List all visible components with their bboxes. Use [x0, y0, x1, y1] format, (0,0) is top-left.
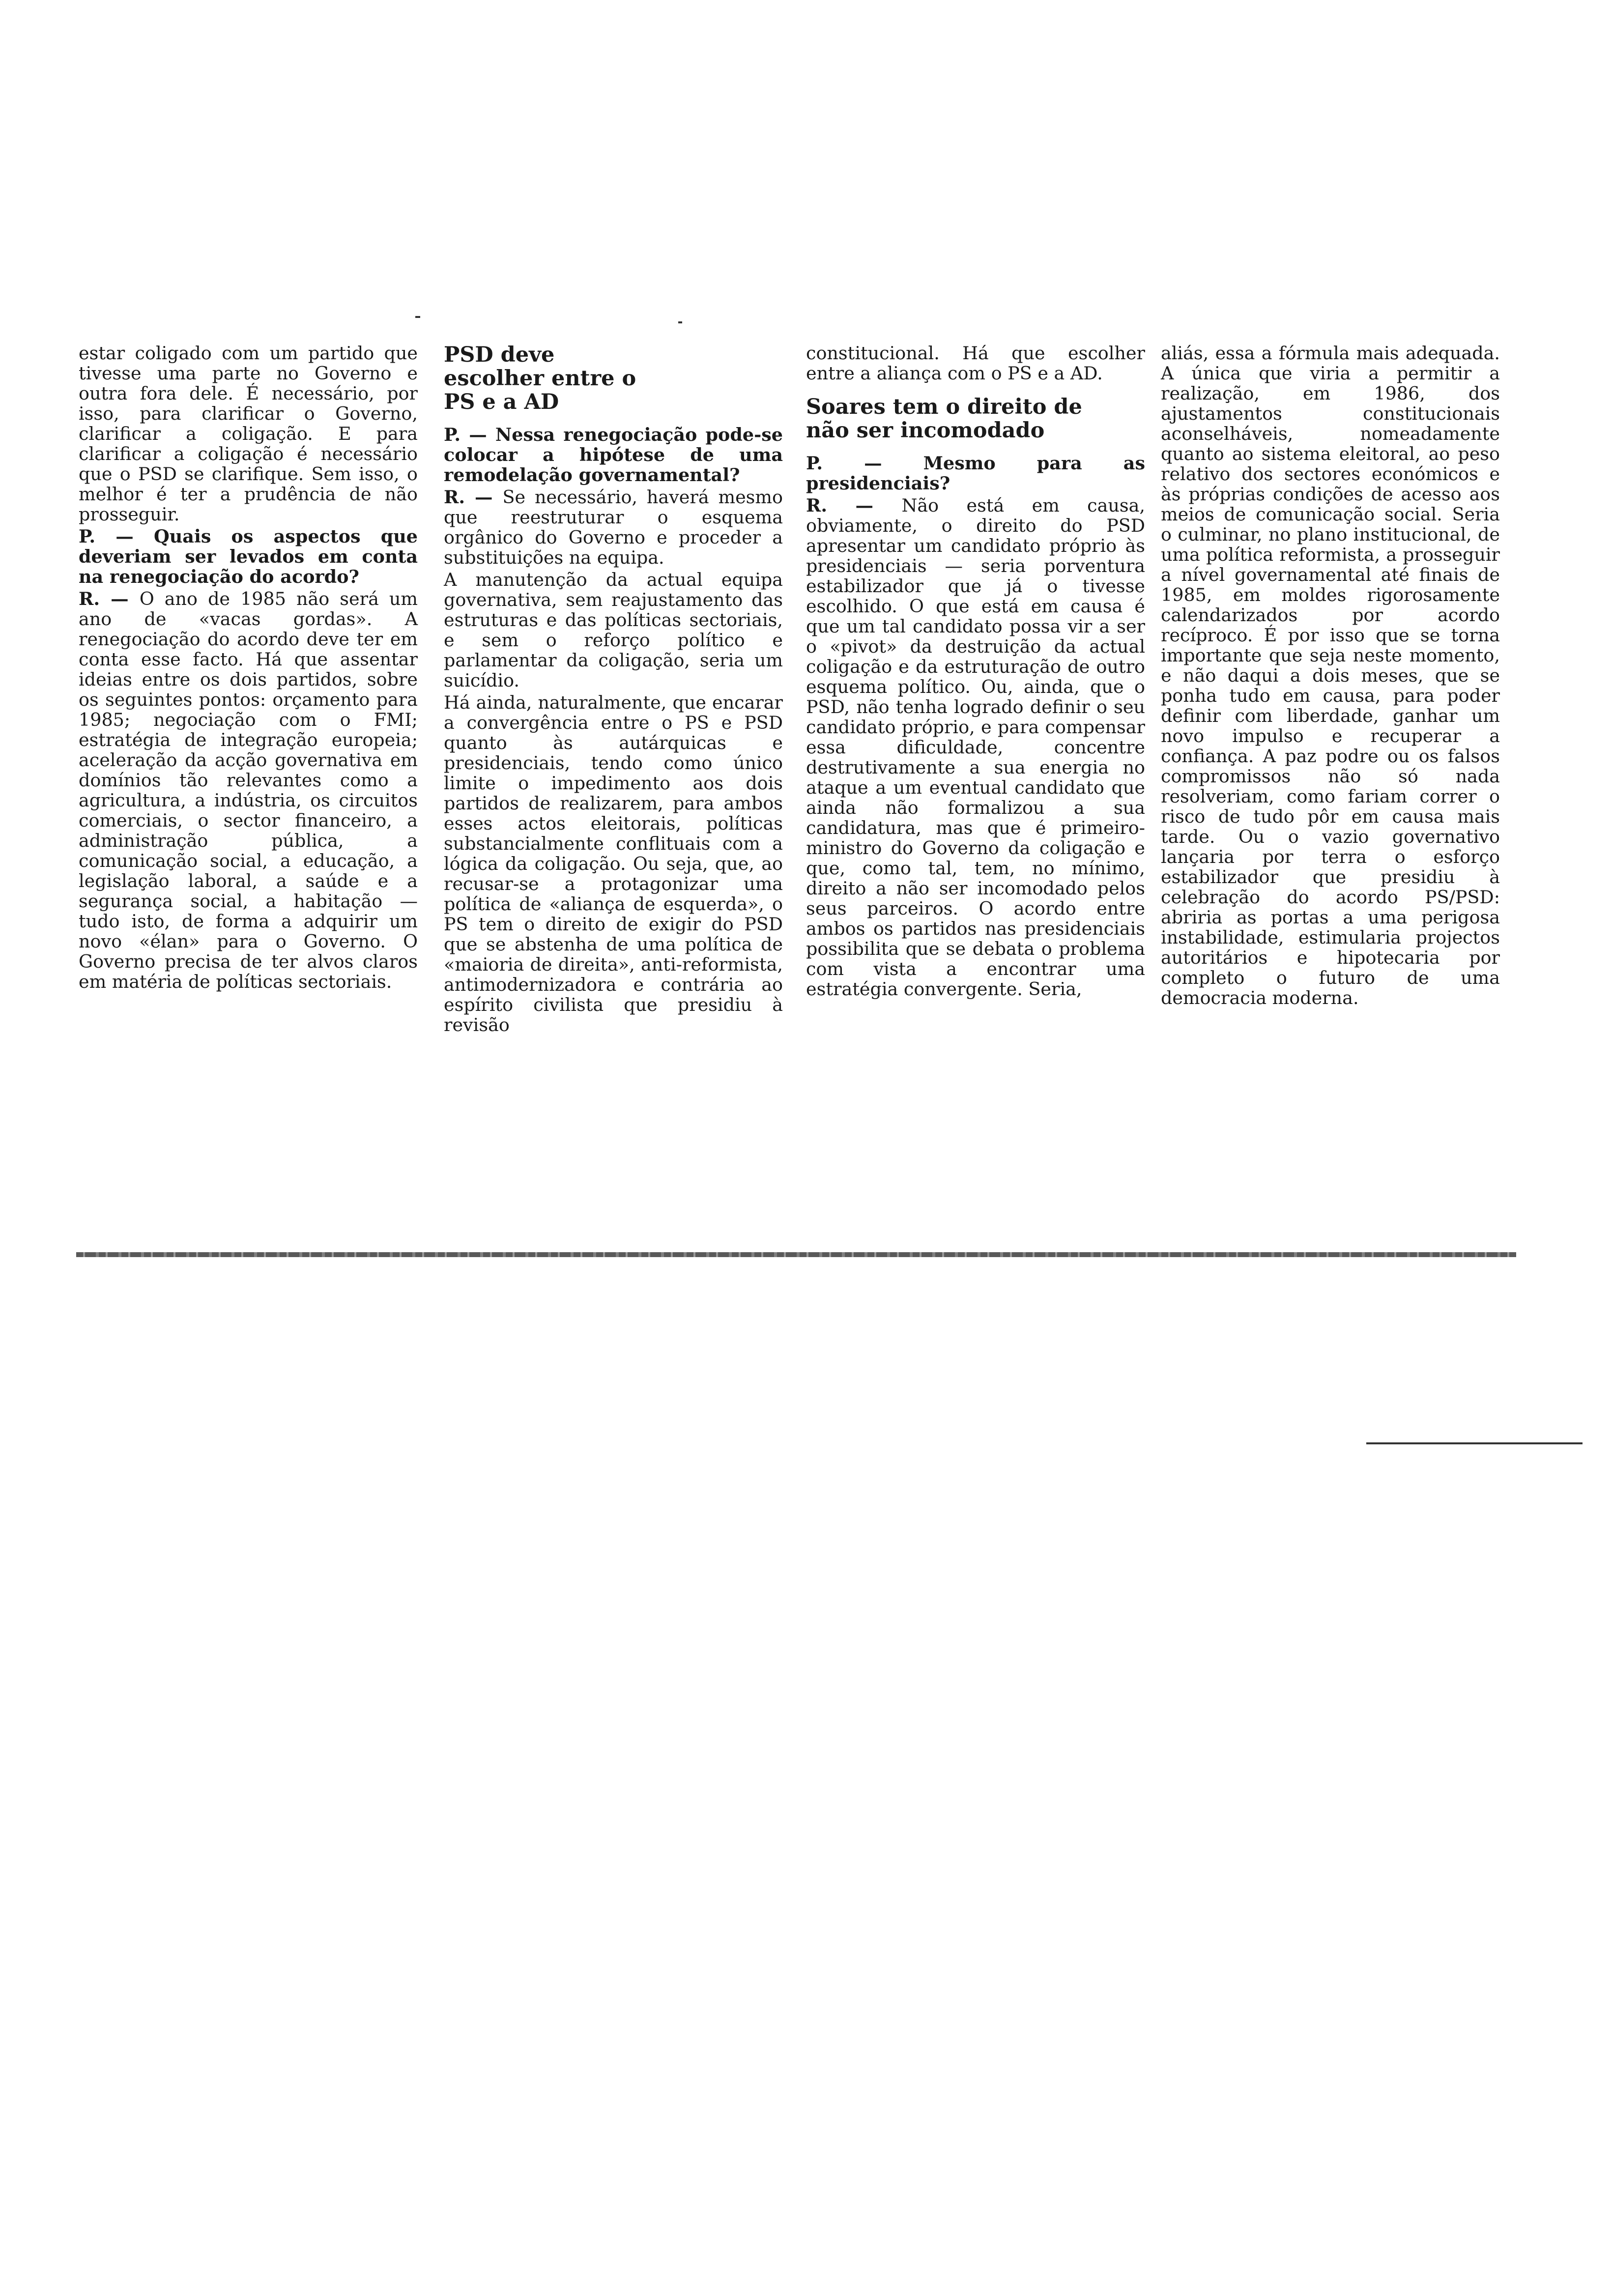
answer-paragraph: estar coligado com um partido que tivesse uma parte no Governo e outra fora dele. É necessário, por isso, para clarificar o Governo, clarificar a coligação. E para clarificar a coligação é necessário que o PSD se clarifique. Sem isso, o melhor é ter a prudência de não prosseguir.: [79, 343, 418, 525]
answer-paragraph: Há ainda, naturalmente, que encarar a convergência entre o PS e PSD quanto às autárquicas e presidenciais, tendo como único limite o impedimento aos dois partidos de realizarem, para ambos esses actos eleitorais, políticas substancialmente conflituais com a lógica da coligação. Ou seja, que, ao recusar-se a protagonizar uma política de «aliança de esquerda», o PS tem o direito de exigir do PSD que se abstenha de uma política de «maioria de direita», anti-reformista, antimodernizadora e contrária ao espírito civilista que presidiu à revisão: [444, 692, 783, 1035]
article-column-1: [79, 343, 418, 992]
scan-mark: [415, 316, 420, 318]
answer-paragraph: R. — Não está em causa, obviamente, o direito do PSD apresentar um candidato próprio às presidenciais — seria porventura estabilizador que já o tivesse escolhido. O que está em causa é que um tal candidato possa vir a ser o «pivot» da destruição da actual coligação e da estruturação de outro esquema político. Ou, ainda, que o PSD, não tenha logrado definir o seu candidato próprio, e para compensar essa dificuldade, concentre destrutivamente a sua energia no ataque a um eventual candidato que ainda não formalizou a sua candidatura, mas que é primeiro-ministro do Governo da coligação e que, como tal, tem, no mínimo, direito a não ser incomodado pelos seus parceiros. O acordo entre ambos os partidos nas presidenciais possibilita que se debata o problema com vista a encontrar uma estratégia convergente. Seria,: [806, 495, 1145, 1000]
answer-paragraph: R. — O ano de 1985 não será um ano de «vacas gordas». A renegociação do acordo deve ter em conta esse facto. Há que assentar ideias entre os dois partidos, sobre os seguintes pontos: orçamento para 1985; negociação com o FMI; estratégia de integração europeia; aceleração da acção governativa em domínios tão relevantes como a agricultura, a indústria, os circuitos comerciais, o sector financeiro, a administração pública, a comunicação social, a educação, a legislação laboral, a saúde e a segurança social, a habitação — tudo isto, de forma a adquirir um novo «élan» para o Governo. O Governo precisa de ter alvos claros em matéria de políticas sectoriais.: [79, 588, 418, 992]
article-column-2: [444, 343, 783, 1035]
answer-paragraph: A manutenção da actual equipa governativa, sem reajustamento das estruturas e das políticas sectoriais, e sem o reforço político e parlamentar da coligação, seria um suicídio.: [444, 569, 783, 691]
question-paragraph: P. — Nessa renegociação pode-se colocar a hipótese de uma remodelação governamental?: [444, 424, 783, 486]
answer-paragraph: aliás, essa a fórmula mais adequada. A única que viria a permitir a realização, em 1986, dos ajustamentos constitucionais aconselháveis, nomeadamente quanto ao sistema eleitoral, ao peso relativo dos sectores económicos e às próprias condições de acesso aos meios de comunicação social. Seria o culminar, no plano institucional, de uma política reformista, a prosseguir a nível governamental até finais de 1985, em moldes rigorosamente calendarizados por acordo recíproco. É por isso que se torna importante que seja neste momento, e não daqui a dois meses, que se ponha tudo em causa, para poder definir com liberdade, ganhar um novo impulso e recuperar a confiança. A paz podre ou os falsos compromissos não só nada resolveriam, como fariam correr o risco de tudo pôr em causa mais tarde. Ou o vazio governativo lançaria por terra o esforço estabilizador que presidiu à celebração do acordo PS/PSD: abriria as portas a uma perigosa instabilidade, estimularia projectos autoritários e hipotecaria por completo o futuro de uma democracia moderna.: [1161, 343, 1500, 1008]
scan-mark: [1366, 1442, 1583, 1444]
answer-paragraph: constitucional. Há que escolher entre a aliança com o PS e a AD.: [806, 343, 1145, 384]
question-paragraph: P. — Mesmo para as presidenciais?: [806, 453, 1145, 494]
bottom-rule: [76, 1252, 1516, 1257]
article-column-4: [1161, 343, 1500, 1008]
scan-mark: [678, 321, 682, 323]
section-heading: PSD deve escolher entre o PS e a AD: [444, 343, 636, 414]
answer-paragraph: R. — Se necessário, haverá mesmo que reestruturar o esquema orgânico do Governo e proceder a substituições na equipa.: [444, 487, 783, 568]
section-heading: Soares tem o direito de não ser incomodado: [806, 395, 1082, 443]
article-column-3: [806, 343, 1145, 999]
question-paragraph: P. — Quais os aspectos que deveriam ser levados em conta na renegociação do acordo?: [79, 526, 418, 587]
